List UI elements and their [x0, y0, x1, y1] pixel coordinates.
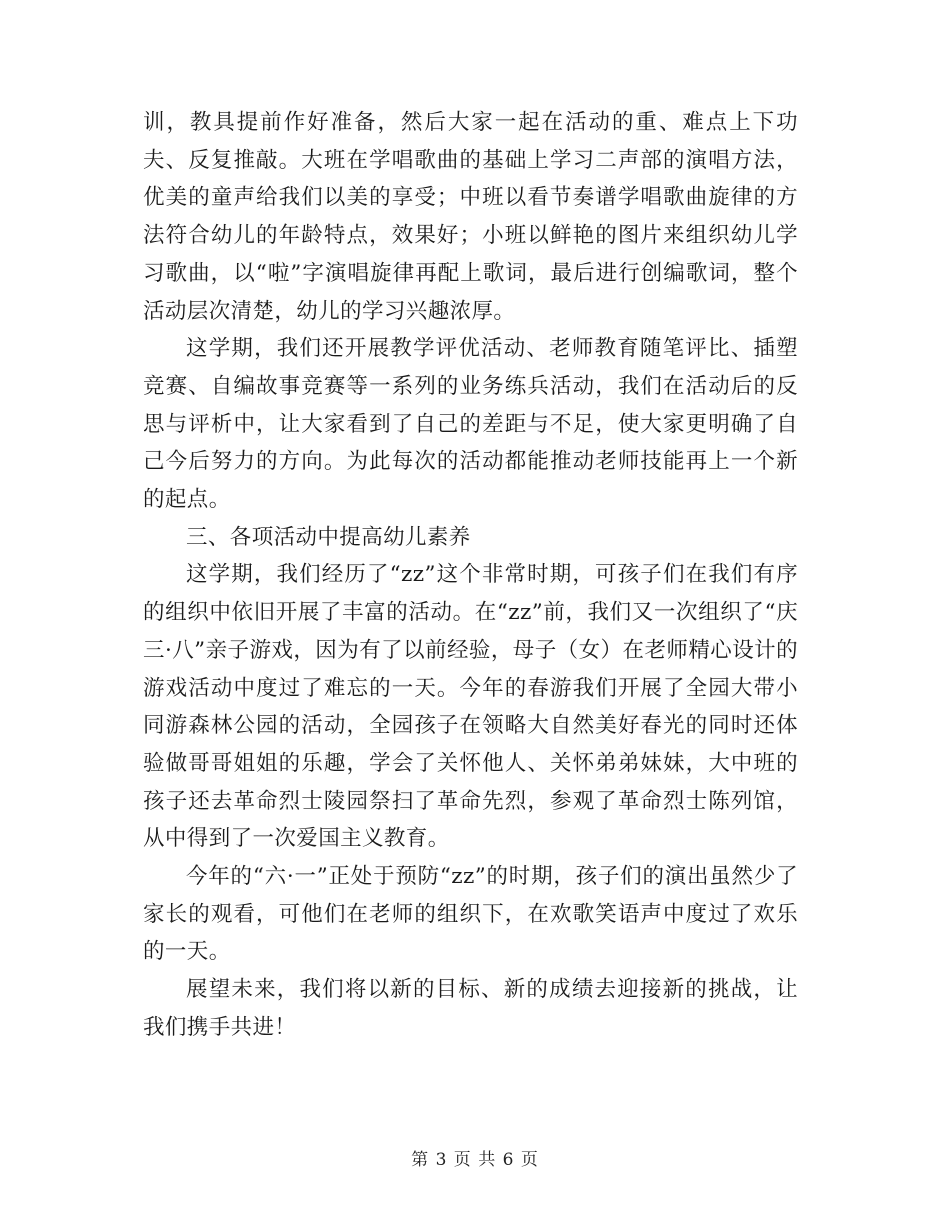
document-body [143, 104, 798, 1047]
paragraph-outlook: 展望未来，我们将以新的目标、新的成绩去迎接新的挑战，让我们携手共进！ [143, 977, 798, 1040]
paragraph-children-activities: 这学期，我们经历了“zz”这个非常时期，可孩子们在我们有序的组织中依旧开展了丰富的活动。在“zz”前，我们又一次组织了“庆三·八”亲子游戏，因为有了以前经验，母子（女）在老师精心设计的游戏活动中度过了难忘的一天。今年的春游我们开展了全园大带小同游森林公园的活动，全园孩子在领略大自然美好春光的同时还体验做哥哥姐姐的乐趣，学会了关怀他人、关怀弟弟妹妹，大中班的孩子还去革命烈士陵园祭扫了革命先烈，参观了革命烈士陈列馆，从中得到了一次爱国主义教育。 [143, 562, 798, 852]
section-heading: 三、各项活动中提高幼儿素养 [186, 524, 471, 550]
paragraph-childrens-day: 今年的“六·一”正处于预防“zz”的时期，孩子们的演出虽然少了家长的观看，可他们在老师的组织下，在欢歌笑语声中度过了欢乐的一天。 [143, 864, 798, 965]
paragraph-teacher-activities: 这学期，我们还开展教学评优活动、老师教育随笔评比、插塑竞赛、自编故事竞赛等一系列的业务练兵活动，我们在活动后的反思与评析中，让大家看到了自己的差距与不足，使大家更明确了自己今后努力的方向。为此每次的活动都能推动老师技能再上一个新的起点。 [143, 336, 798, 513]
paragraph-continued: 训，教具提前作好准备，然后大家一起在活动的重、难点上下功夫、反复推敲。大班在学唱歌曲的基础上学习二声部的演唱方法，优美的童声给我们以美的享受；中班以看节奏谱学唱歌曲旋律的方法符合幼儿的年龄特点，效果好；小班以鲜艳的图片来组织幼儿学习歌曲，以“啦”字演唱旋律再配上歌词，最后进行创编歌词，整个活动层次清楚，幼儿的学习兴趣浓厚。 [143, 110, 798, 324]
page-number-footer: 第 3 页 共 6 页 [411, 1150, 539, 1170]
